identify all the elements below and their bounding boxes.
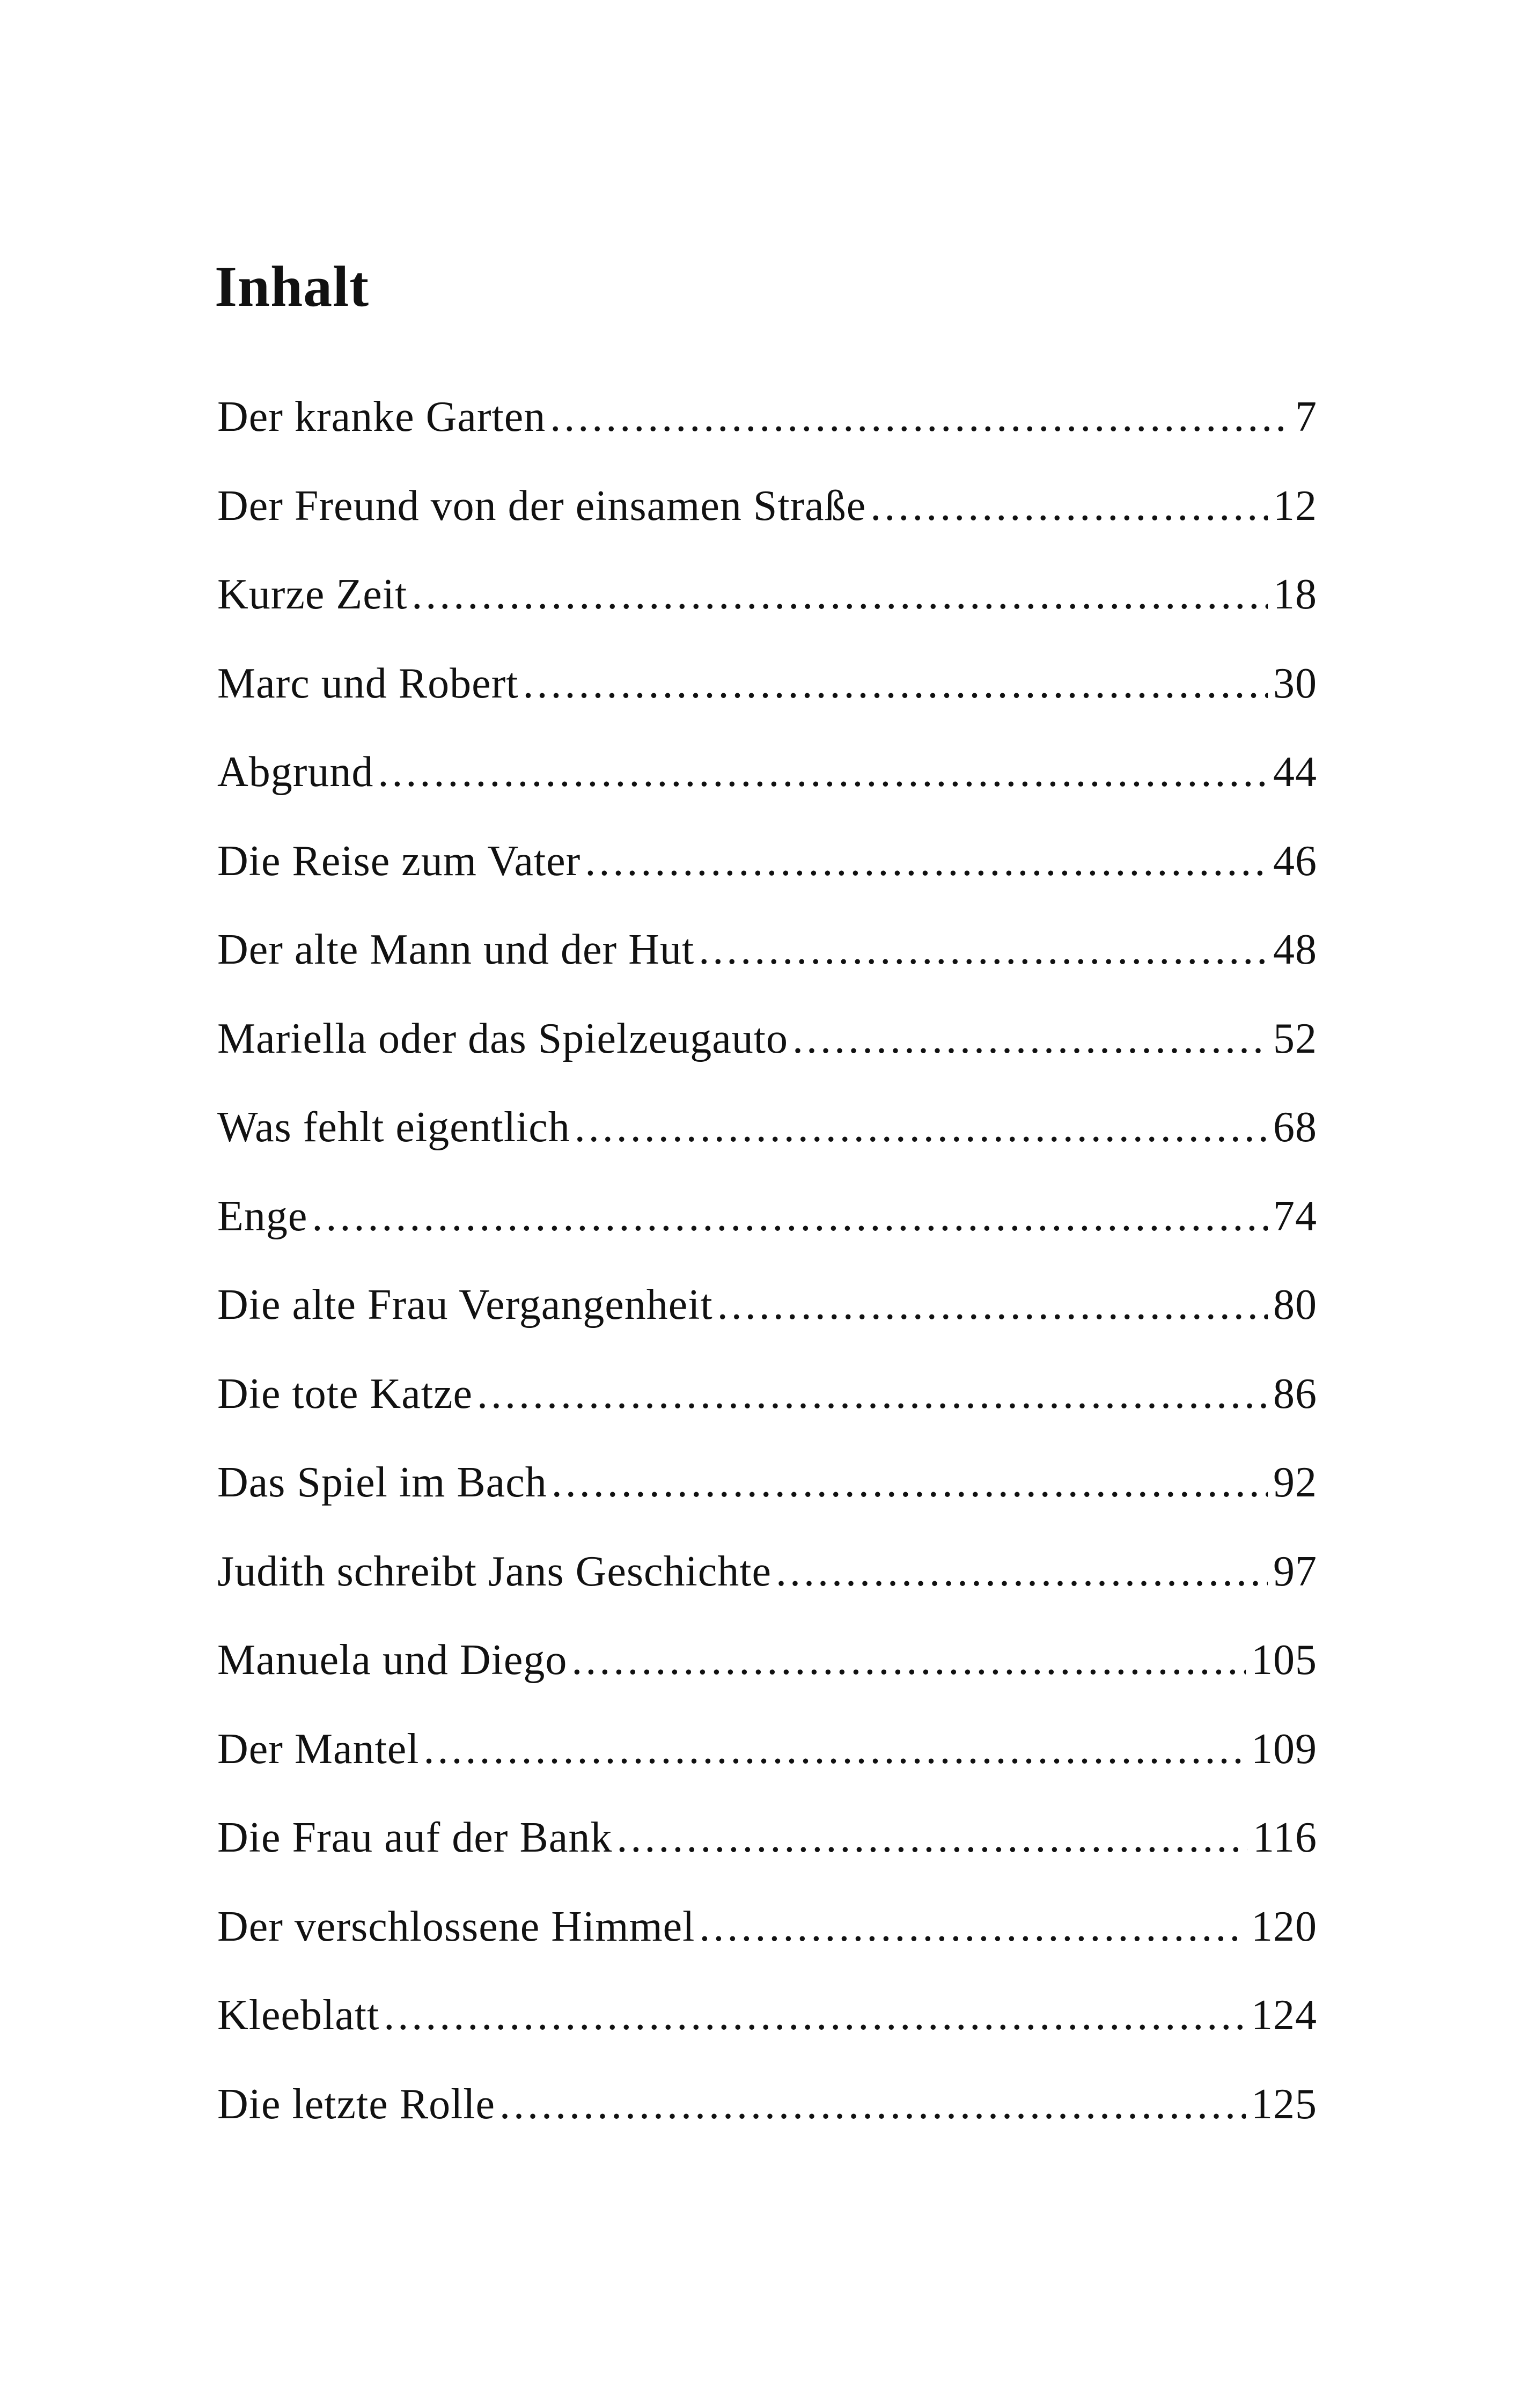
dot-leader: [477, 1359, 1268, 1429]
toc-page-number: 12: [1273, 482, 1317, 530]
toc-entry: [217, 1270, 1317, 1359]
dot-leader: [499, 2069, 1246, 2139]
dot-leader: [792, 1004, 1268, 1074]
page-title: Inhalt: [215, 255, 370, 319]
toc-entry-title: Der Mantel: [217, 1725, 420, 1773]
toc-entry: [217, 382, 1317, 471]
toc-page-number: 80: [1273, 1281, 1317, 1328]
toc-entry-title: Die letzte Rolle: [217, 2080, 496, 2128]
toc-page-number: 74: [1273, 1192, 1317, 1240]
toc-entry: [217, 649, 1317, 738]
dot-leader: [776, 1537, 1268, 1606]
toc-entry: [217, 1892, 1317, 1981]
toc-entry-title: Der Freund von der einsamen Straße: [217, 482, 866, 530]
toc-entry-title: Judith schreibt Jans Geschichte: [217, 1547, 771, 1595]
toc-page-number: 116: [1252, 1814, 1317, 1861]
toc-entry: [217, 737, 1317, 826]
dot-leader: [550, 382, 1290, 452]
dot-leader: [717, 1270, 1268, 1340]
toc-entry-title: Die tote Katze: [217, 1370, 473, 1418]
toc-page-number: 7: [1295, 393, 1317, 441]
toc-page-number: 30: [1273, 659, 1317, 707]
toc-page-number: 125: [1251, 2080, 1317, 2128]
toc-entry-title: Das Spiel im Bach: [217, 1459, 547, 1506]
toc-page-number: 97: [1273, 1547, 1317, 1595]
dot-leader: [699, 1892, 1246, 1962]
toc-entry-title: Der alte Mann und der Hut: [217, 926, 695, 973]
dot-leader: [378, 737, 1268, 807]
toc-page-number: 68: [1273, 1104, 1317, 1151]
toc-page-number: 109: [1251, 1725, 1317, 1773]
dot-leader: [384, 1980, 1246, 2050]
toc-entry: [217, 1004, 1317, 1093]
toc-entry-title: Enge: [217, 1192, 308, 1240]
toc-page-number: 92: [1273, 1459, 1317, 1506]
toc-entry: [217, 560, 1317, 649]
toc-page-number: 52: [1273, 1015, 1317, 1062]
dot-leader: [616, 1803, 1247, 1873]
toc-entry: [217, 915, 1317, 1004]
toc-entry: [217, 2069, 1317, 2159]
dot-leader: [424, 1714, 1246, 1784]
dot-leader: [523, 649, 1268, 718]
toc-page-number: 46: [1273, 837, 1317, 885]
dot-leader: [870, 471, 1268, 541]
toc-entry-title: Marc und Robert: [217, 659, 519, 707]
toc-entry: [217, 826, 1317, 915]
toc-entry: [217, 1625, 1317, 1714]
toc-entry-title: Die Frau auf der Bank: [217, 1814, 613, 1861]
dot-leader: [575, 1092, 1268, 1162]
dot-leader: [699, 915, 1268, 985]
toc-entry: [217, 1980, 1317, 2069]
dot-leader: [552, 1448, 1268, 1517]
toc-entry-title: Kleeblatt: [217, 1992, 380, 2039]
dot-leader: [585, 826, 1268, 896]
toc-entry-title: Die alte Frau Vergangenheit: [217, 1281, 713, 1328]
toc-entry: [217, 471, 1317, 560]
toc-entry-title: Der verschlossene Himmel: [217, 1903, 695, 1950]
toc-entry-title: Kurze Zeit: [217, 571, 408, 618]
toc-entry-title: Abgrund: [217, 748, 374, 796]
toc-entry-title: Die Reise zum Vater: [217, 837, 581, 885]
toc-entry-title: Was fehlt eigentlich: [217, 1104, 570, 1151]
toc-entry: [217, 1448, 1317, 1537]
toc-page-number: 18: [1273, 571, 1317, 618]
toc-entry: [217, 1537, 1317, 1626]
toc-page-number: 44: [1273, 748, 1317, 796]
toc-page-number: 105: [1251, 1636, 1317, 1684]
toc-entry: [217, 1359, 1317, 1448]
toc-page-number: 124: [1251, 1992, 1317, 2039]
toc-page-number: 86: [1273, 1370, 1317, 1418]
dot-leader: [412, 560, 1268, 629]
toc-entry-title: Der kranke Garten: [217, 393, 546, 441]
toc-page-number: 120: [1251, 1903, 1317, 1950]
dot-leader: [312, 1181, 1268, 1251]
toc-entry-title: Manuela und Diego: [217, 1636, 568, 1684]
table-of-contents: [217, 382, 1317, 2158]
toc-entry: [217, 1714, 1317, 1803]
toc-entry: [217, 1181, 1317, 1271]
toc-entry-title: Mariella oder das Spielzeugauto: [217, 1015, 788, 1062]
toc-page-number: 48: [1273, 926, 1317, 973]
toc-entry: [217, 1092, 1317, 1181]
toc-entry: [217, 1803, 1317, 1892]
dot-leader: [571, 1625, 1246, 1695]
